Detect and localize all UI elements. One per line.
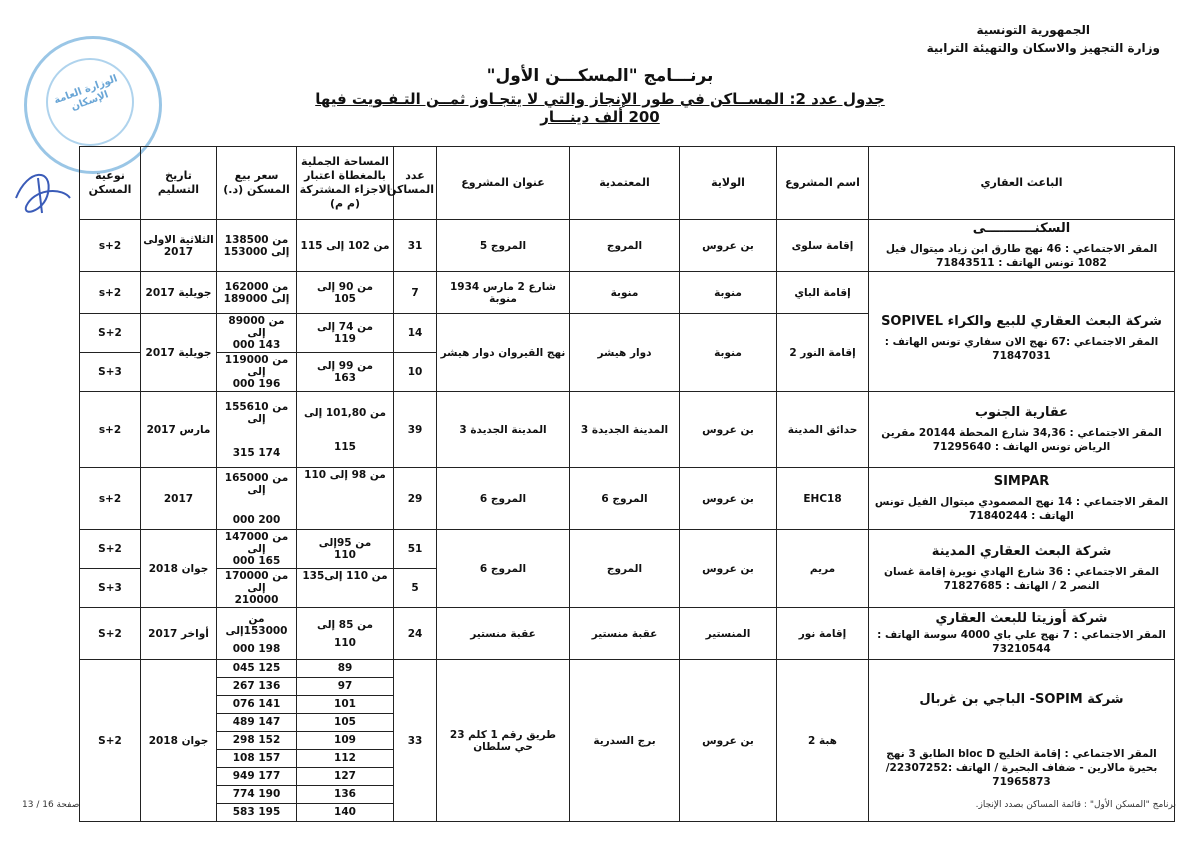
stamp-text: الوزارة العامة الإسكان [52,73,119,113]
units-cell: 31 [394,220,437,272]
delivery-cell: الثلاثية الاولى 2017 [141,220,217,272]
price-to: 174 315 [232,446,281,459]
area-value: 105 [297,713,393,731]
price-list [217,660,296,821]
col-delegation: المعتمدية [570,147,680,220]
developer-cell [869,220,1175,272]
units-cell: 51 [394,530,437,569]
price-to: 200 000 [232,513,281,526]
delivery-cell: جوان 2018 [141,660,217,822]
type-cell: S+3 [80,569,141,608]
area-range: من 110 إلى135 [302,570,388,582]
delegation-cell: المروج [570,530,680,608]
area-cell [297,660,394,822]
price-from: من 162000 [224,280,289,293]
price-cell [217,468,297,530]
delegation-cell: دوار هيشر [570,314,680,392]
table-row [80,468,1175,530]
delivery-cell: جويلية 2017 [141,314,217,392]
area-to: 119 [334,333,356,345]
price-cell [217,660,297,822]
area-to: 110 [334,636,356,649]
footer-page-number: صفحة 16 / 13 [22,800,80,810]
project-cell: إقامة نور [777,608,869,660]
price-from: من 138500 [224,233,289,246]
units-cell: 29 [394,468,437,530]
price-cell [217,608,297,660]
delivery-cell: جوان 2018 [141,530,217,608]
price-to: إلى 153000 [223,245,290,258]
price-to: 198 000 [232,642,281,655]
ministry-header: وزارة التجهيز والاسكان والتهيئة الترابية [926,41,1160,55]
governorate-cell: بن عروس [680,468,777,530]
developer-name: شركة SOPIM- الباجي بن غربال [919,692,1124,707]
type-cell: S+3 [80,353,141,392]
col-governorate: الولاية [680,147,777,220]
area-from: من 99 إلى [316,360,374,372]
price-cell [217,569,297,608]
area-cell [297,392,394,468]
col-area: المساحة الجملية بالمغطاة اعتبار الاجزاء المشتركة (م م) [297,147,394,220]
project-cell: مريم [777,530,869,608]
table-row [80,272,1175,314]
developer-cell [869,392,1175,468]
delivery-cell: 2017 [141,468,217,530]
developer-address: المقر الاجتماعي : 46 نهج طارق ابن زياد ميتوال فيل 1082 تونس الهاتف : 71843511 [885,243,1158,269]
delivery-cell: مارس 2017 [141,392,217,468]
area-value: 89 [337,662,353,674]
governorate-cell: بن عروس [680,530,777,608]
col-price: سعر بيع المسكن (د.) [217,147,297,220]
area-to: 163 [334,372,356,384]
developer-address: المقر الاجتماعي : 7 نهج علي باي 4000 سوسة الهاتف : 73210544 [877,629,1166,655]
delivery-cell: جويلية 2017 [141,272,217,314]
price-to: إلى 189000 [223,292,290,305]
address-cell: طريق رقم 1 كلم 23 حي سلطان [437,660,570,822]
type-cell: s+2 [80,468,141,530]
price-cell [217,272,297,314]
col-project: اسم المشروع [777,147,869,220]
project-cell: EHC18 [777,468,869,530]
developer-cell [869,530,1175,608]
area-from: من 74 إلى [316,321,374,333]
address-cell: المدينة الجديدة 3 [437,392,570,468]
price-value: 141 076 [217,695,296,713]
type-cell: s+2 [80,272,141,314]
units-cell: 24 [394,608,437,660]
price-from: من 119000 إلى [224,354,289,378]
price-value: 177 949 [217,767,296,785]
table-row [80,392,1175,468]
area-range: من 98 إلى 110 [304,469,386,481]
signature [8,158,78,228]
price-to: 165 000 [232,555,281,567]
col-developer: الباعث العقاري [869,147,1175,220]
developer-name: السكنـــــــــــى [972,221,1071,236]
developer-cell [869,468,1175,530]
developer-address: المقر الاجتماعي : 34,36 شارع المحطة 20144 مقرين الرياض تونس الهاتف : 71295640 [881,427,1162,453]
price-cell [217,314,297,353]
project-cell: إقامة الباي [777,272,869,314]
address-cell: المروج 5 [437,220,570,272]
program-title: برنـــامج "المسكـــن الأول" [486,66,714,86]
price-from: من 153000إلى [225,612,288,637]
units-cell: 10 [394,353,437,392]
area-cell [297,468,394,530]
price-to: 196 000 [232,378,281,390]
area-from: من 101,80 إلى [304,406,386,419]
project-cell: إقامة النور 2 [777,314,869,392]
type-cell: S+2 [80,608,141,660]
developer-name: شركة أوزيتا للبعث العقاري [935,611,1108,626]
price-value: 152 298 [217,731,296,749]
price-cell [217,530,297,569]
area-cell [297,530,394,569]
developer-name: شركة البعث العقاري المدينة [931,544,1112,559]
units-cell: 5 [394,569,437,608]
area-cell: من 102 إلى 115 [297,220,394,272]
governorate-cell: منوبة [680,314,777,392]
republic-header: الجمهورية التونسية [976,23,1090,37]
price-value: 147 489 [217,713,296,731]
price-cell [217,392,297,468]
price-from: من 155610 إلى [224,400,289,425]
table-row [80,608,1175,660]
price-value: 136 267 [217,677,296,695]
col-delivery: تاريخ التسليم [141,147,217,220]
type-cell: S+2 [80,530,141,569]
price-from: من 170000 إلى [224,570,289,594]
price-value: 190 774 [217,785,296,803]
area-cell [297,314,394,353]
price-value: 195 583 [217,803,296,821]
units-cell: 39 [394,392,437,468]
project-cell: حدائق المدينة [777,392,869,468]
project-cell: هبة 2 [777,660,869,822]
governorate-cell: بن عروس [680,660,777,822]
area-from: من 85 إلى [316,618,374,631]
address-cell: المروج 6 [437,530,570,608]
area-from: من 90 إلى [316,280,374,293]
area-from: من 95إلى [318,537,372,549]
area-value: 136 [297,785,393,803]
address-cell: عقبة منستير [437,608,570,660]
area-value: 97 [297,677,393,695]
table-row [80,530,1175,569]
delegation-cell: المروج [570,220,680,272]
area-value: 109 [297,731,393,749]
governorate-cell: بن عروس [680,392,777,468]
governorate-cell: منوبة [680,272,777,314]
area-value: 101 [297,695,393,713]
area-to: 115 [334,440,356,453]
delegation-cell: عقبة منستير [570,608,680,660]
developer-address: المقر الاجتماعي : إقامة الخليج bloc D الطابق 3 نهج بحيرة مالارين - ضفاف البحيرة / الهاتف :22307252/ 71965873 [885,748,1158,788]
developer-cell [869,608,1175,660]
area-cell [297,353,394,392]
price-cell [217,353,297,392]
table-row [80,660,1175,822]
delegation-cell: منوبة [570,272,680,314]
area-value: 112 [297,749,393,767]
price-value: 157 108 [217,749,296,767]
area-list [297,660,393,821]
area-cell [297,272,394,314]
col-address: عنوان المشروع [437,147,570,220]
units-cell: 33 [394,660,437,822]
address-cell: المروج 6 [437,468,570,530]
developer-name: SIMPAR [993,474,1050,489]
project-cell: إقامة سلوى [777,220,869,272]
table-title: جدول عدد 2: المســاكن في طور الإنجاز والتي لا يتجـاوز ثمــن التـفـويت فيها 200 ألف دينـــار [315,90,885,126]
table-header-row [80,147,1175,220]
delegation-cell: برج السدرية [570,660,680,822]
developer-address: المقر الاجتماعي :67 نهج الان سفاري تونس الهاتف : 71847031 [884,336,1159,362]
type-cell: s+2 [80,220,141,272]
delegation-cell: المدينة الجديدة 3 [570,392,680,468]
developer-cell [869,272,1175,392]
area-cell [297,608,394,660]
developer-cell [869,660,1175,822]
price-to: 210000 [234,594,279,606]
housing-table [79,146,1175,822]
developer-address: المقر الاجتماعي : 36 شارع الهادي نويرة إقامة غسان النصر 2 / الهاتف : 71827685 [884,566,1159,592]
area-to: 105 [334,292,356,305]
type-cell: S+2 [80,660,141,822]
type-cell: s+2 [80,392,141,468]
area-to: 110 [334,549,356,561]
price-value: 125 045 [232,662,281,674]
address-cell: نهج القيروان دوار هيشر [437,314,570,392]
price-from: من 147000 إلى [224,531,289,555]
price-from: من 89000 إلى [228,315,285,339]
area-cell [297,569,394,608]
governorate-cell: بن عروس [680,220,777,272]
developer-name: شركة البعث العقاري للبيع والكراء SOPIVEL [881,314,1162,329]
table-row [80,220,1175,272]
address-cell: شارع 2 مارس 1934 منوبة [437,272,570,314]
delegation-cell: المروج 6 [570,468,680,530]
developer-address: المقر الاجتماعي : 14 نهج المصمودي ميتوال الفيل تونس الهاتف : 71840244 [874,496,1169,522]
price-cell [217,220,297,272]
area-value: 140 [297,803,393,821]
footer-caption: برنامج "المسكن الأول" : قائمة المساكن بصدد الإنجاز. [975,800,1176,810]
price-to: 143 000 [232,339,281,351]
developer-name: عقارية الجنوب [974,405,1069,420]
area-value: 127 [297,767,393,785]
units-cell: 7 [394,272,437,314]
type-cell: S+2 [80,314,141,353]
governorate-cell: المنستير [680,608,777,660]
col-units: عدد المساكن [394,147,437,220]
delivery-cell: أواخر 2017 [141,608,217,660]
units-cell: 14 [394,314,437,353]
price-from: من 165000 إلى [224,471,289,496]
col-type: نوعية المسكن [80,147,141,220]
